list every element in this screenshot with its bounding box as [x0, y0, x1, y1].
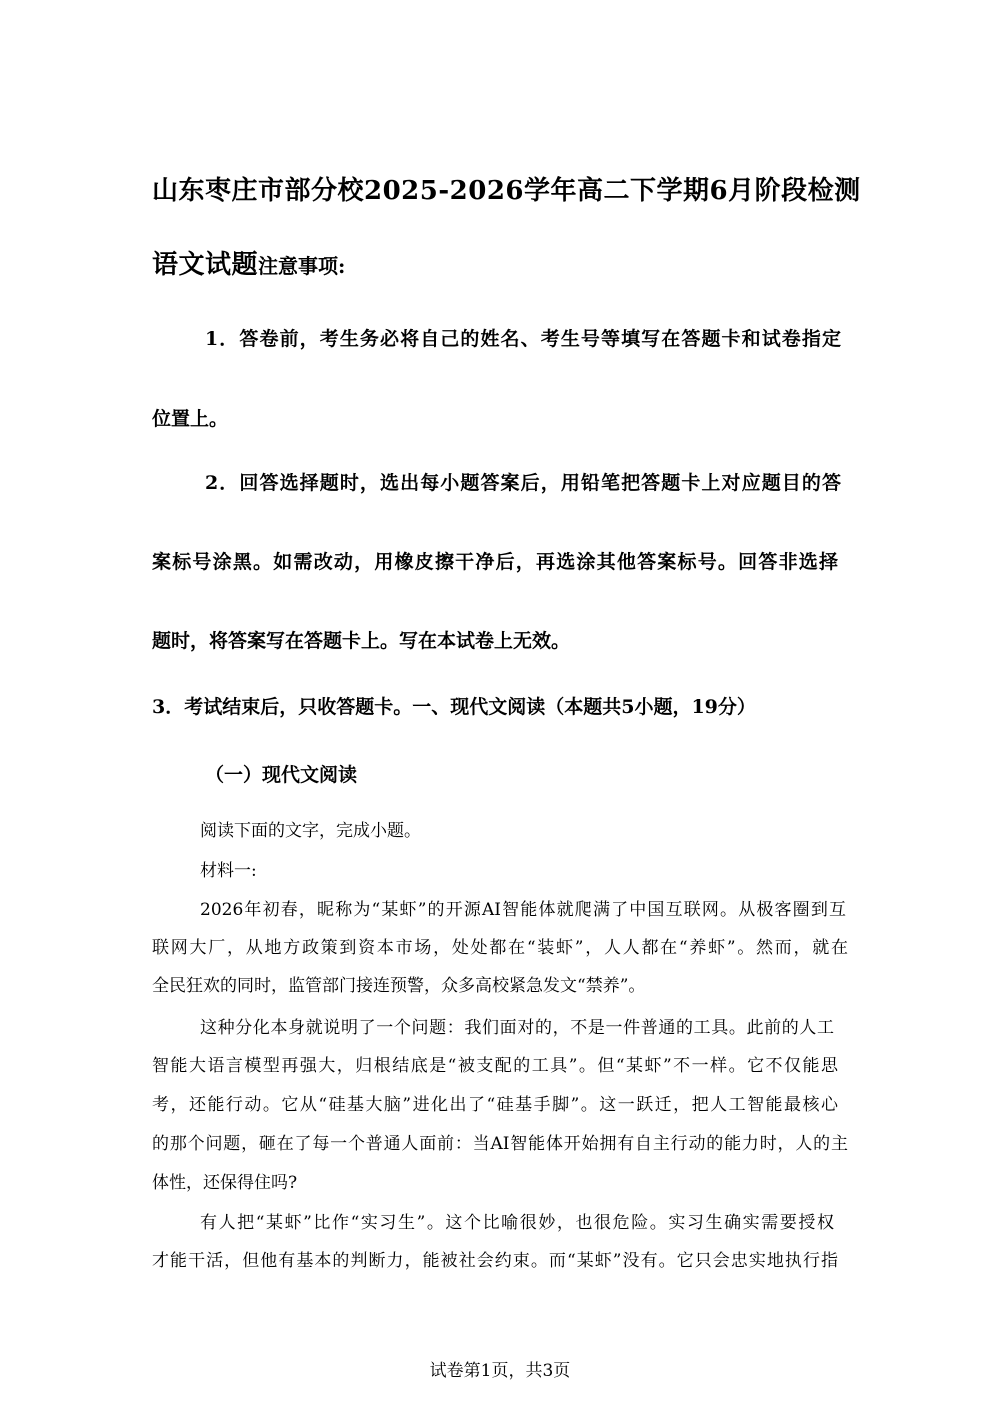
note-1-line2: 位置上。 — [152, 408, 229, 430]
paragraph-2-line5: 体性，还保得住吗? — [152, 1173, 298, 1193]
paragraph-3-line1: 有人把“某虾”比作“实习生”。这个比喻很妙，也很危险。实习生确实需要授权 — [200, 1213, 834, 1233]
page-footer: 试卷第1页，共3页 — [429, 1361, 571, 1381]
note-2-line2: 案标号涂黑。如需改动，用橡皮擦干净后，再选涂其他答案标号。回答非选择 — [152, 551, 838, 573]
note-2-line1: 2．回答选择题时，选出每小题答案后，用铅笔把答题卡上对应题目的答 — [205, 472, 841, 494]
reading-instruction: 阅读下面的文字，完成小题。 — [200, 821, 421, 841]
note-2-line3: 题时，将答案写在答题卡上。写在本试卷上无效。 — [152, 630, 571, 652]
note-3-line1: 3．考试结束后，只收答题卡。一、现代文阅读（本题共5小题，19分） — [152, 696, 756, 718]
section-heading: （一）现代文阅读 — [205, 764, 358, 786]
exam-title-line2 — [152, 244, 345, 281]
paragraph-2-line1: 这种分化本身就说明了一个问题：我们面对的，不是一件普通的工具。此前的人工 — [200, 1018, 834, 1038]
paragraph-2-line4: 的那个问题，砸在了每一个普通人面前：当AI智能体开始拥有自主行动的能力时，人的主 — [152, 1134, 848, 1154]
paragraph-2-line2: 智能大语言模型再强大，归根结底是“被支配的工具”。但“某虾”不一样。它不仅能思 — [152, 1056, 838, 1076]
note-1-line1: 1．答卷前，考生务必将自己的姓名、考生号等填写在答题卡和试卷指定 — [205, 328, 841, 350]
paragraph-1-line1: 2026年初春，昵称为“某虾”的开源AI智能体就爬满了中国互联网。从极客圈到互 — [200, 900, 846, 920]
exam-title-line1: 山东枣庄市部分校2025-2026学年高二下学期6月阶段检测 — [152, 176, 861, 206]
paragraph-1-line2: 联网大厂，从地方政策到资本市场，处处都在“装虾”，人人都在“养虾”。然而，就在 — [152, 938, 848, 958]
paragraph-1-line3: 全民狂欢的同时，监管部门接连预警，众多高校紧急发文“禁养”。 — [152, 976, 646, 996]
paragraph-3-line2: 才能干活，但他有基本的判断力，能被社会约束。而“某虾”没有。它只会忠实地执行指 — [152, 1251, 838, 1271]
exam-title-subject: 语文试题 — [152, 250, 259, 280]
paragraph-2-line3: 考，还能行动。它从“硅基大脑”进化出了“硅基手脚”。这一跃迁，把人工智能最核心 — [152, 1095, 838, 1115]
notes-label: 注意事项: — [258, 254, 346, 278]
material-label: 材料一: — [200, 861, 257, 881]
